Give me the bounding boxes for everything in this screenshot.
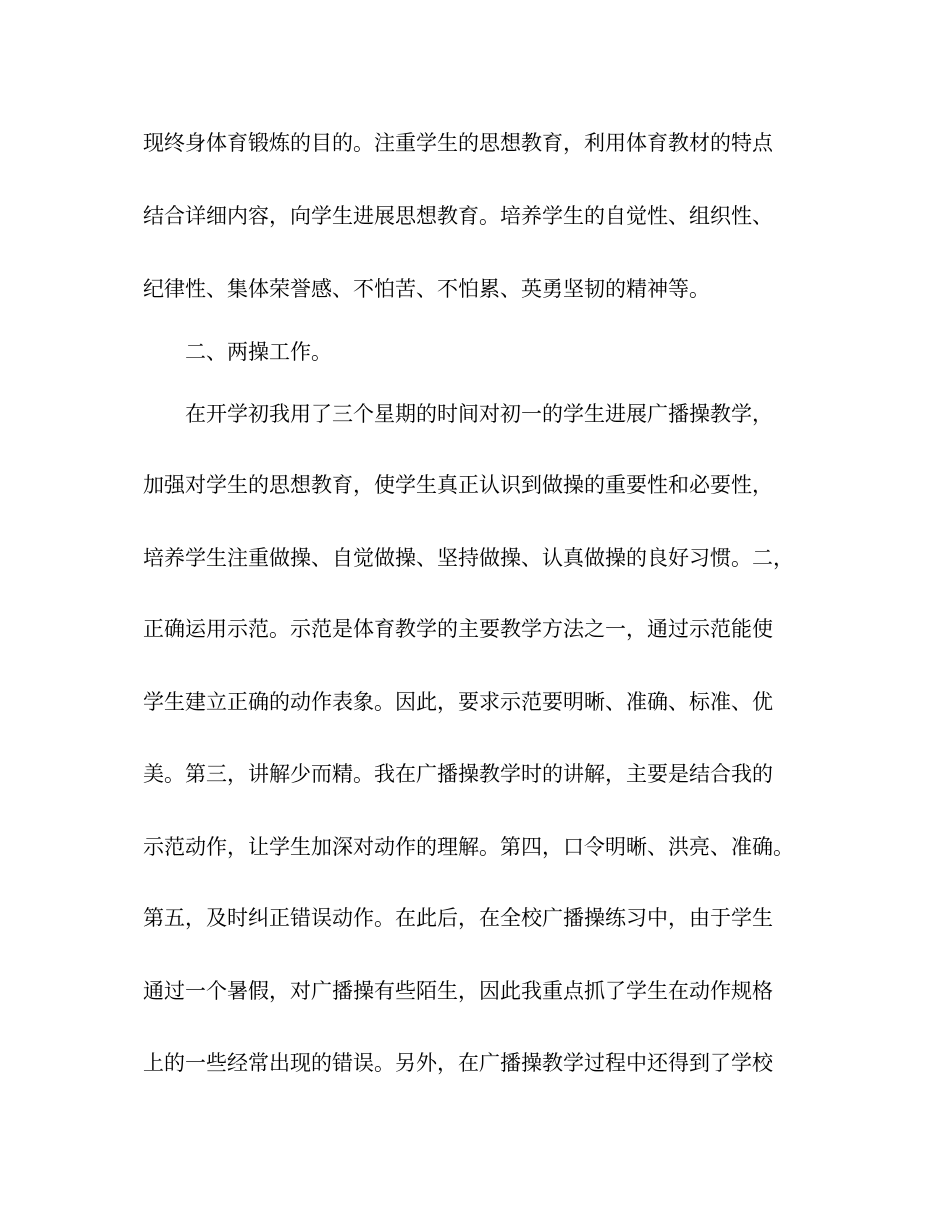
text-line: 美。第三，讲解少而精。我在广播操教学时的讲解，主要是结合我的 <box>143 762 773 786</box>
text-line: 学生建立正确的动作表象。因此，要求示范要明晰、准确、标准、优 <box>143 690 773 714</box>
text-line: 现终身体育锻炼的目的。注重学生的思想教育，利用体育教材的特点 <box>143 131 773 155</box>
section-heading: 二、两操工作。 <box>185 340 332 364</box>
text-line: 第五，及时纠正错误动作。在此后，在全校广播操练习中，由于学生 <box>143 906 773 930</box>
text-line: 结合详细内容，向学生进展思想教育。培养学生的自觉性、组织性、 <box>143 204 773 228</box>
text-line: 通过一个暑假，对广播操有些陌生，因此我重点抓了学生在动作规格 <box>143 979 773 1003</box>
text-line: 纪律性、集体荣誉感、不怕苦、不怕累、英勇坚韧的精神等。 <box>143 277 710 301</box>
text-line: 在开学初我用了三个星期的时间对初一的学生进展广播操教学， <box>185 402 773 426</box>
text-line: 培养学生注重做操、自觉做操、坚持做操、认真做操的良好习惯。二， <box>143 546 794 570</box>
text-line: 正确运用示范。示范是体育教学的主要教学方法之一，通过示范能使 <box>143 617 773 641</box>
text-line: 示范动作，让学生加深对动作的理解。第四，口令明晰、洪亮、准确。 <box>143 835 794 859</box>
text-line: 加强对学生的思想教育，使学生真正认识到做操的重要性和必要性， <box>143 473 773 497</box>
text-line: 上的一些经常出现的错误。另外，在广播操教学过程中还得到了学校 <box>143 1051 773 1075</box>
